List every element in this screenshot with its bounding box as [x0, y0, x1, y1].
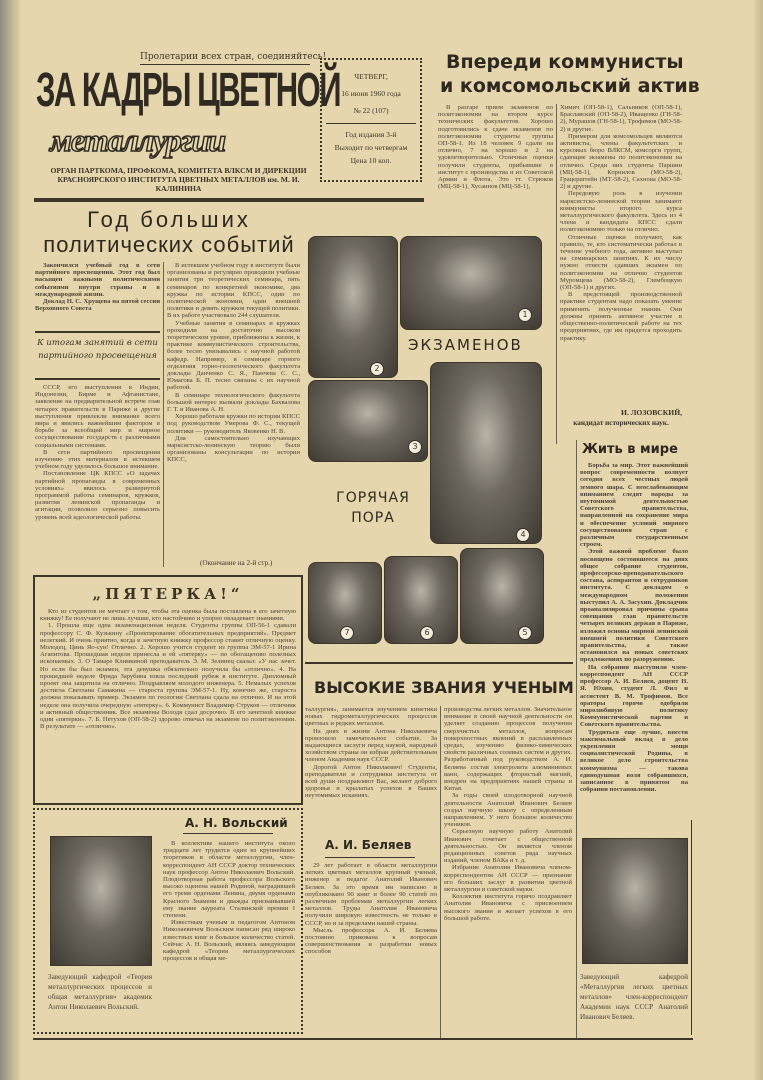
volsky-portrait [50, 836, 152, 966]
pyaterka-body: Кто из студентов не мечтает о том, чтобы эта оценка была поставлена в его зачетную книжку! Ее получают не лишь лучшие, кто настойчиво и упорно овладевает знаниями. 1. Прошла еще одна экзаменационная неделя. Студенты группы ОП-56-1 сдавали профессору С. Ф. Кузькину «Проектирование обогатительных предприятий». Предмет нелегкий. И очень приятно, когда в зачетную книжку профессор ставит отличную оценку. Молодец, Цинь Яо-сун! Отлично. 2. Хорошо учится студент из группы ЭМ-57-1 Ирина Агапитова. Прошедшая неделя принесла и ей «пятерку» — по обогащению полезных ископаемых. 3. О Тамаре Климкиной преподаватель Э. М. Зелинец сказал: «У нас зачет. Но если бы был экзамен, эта девушка обязательно получила бы «отлично». 4. На прошедшей неделе Фрида Зарубина взяла последний рубеж в институте. Дипломный проект она защитила на отлично. Поздравляем молодого инженера. 5. Немалых успехов достигла Светлана Самакина — староста группы ЭМ-57-1. Ну, конечно же, староста должна показывать пример. Экзамен по геологии Светлана сдала на отлично. И на этой неделе она получила очередную «пятерку». 6. Коммунист Владимир Струков — отличник и активный общественник. Все экзамены Володя сдал досрочно. В его зачетной книжке одни «пятерки». 7. Б. Петухов (ОП-58-2) здорово отвечал на экзамене по политэкономии. В результате — «отлично». [40, 608, 296, 731]
peace-body: Борьба за мир. Этот важнейший вопрос современности волнует сегодня всех честных людей земного шара. С неослабевающим вниманием следят народы за неутомимой деятельностью Советского правительства, направленной на сохранение мира и обеспечение условий мирного сосуществования стран с различным государственным строем. Этой важной проблеме было посвящено состоявшееся на днях общее собрание студентов, профессорско-преподавательского состава, аспирантов и сотрудников института. С докладом о международном положении выступил А. А. Засухин. Докладчик проанализировал причины срыва совещания глав правительств четырех великих держав в Париже, изложил основы мирной ленинской внешней политики Советского правительства, а также остановился на новых советских предложениях по разоружению. На собрании выступили член-корреспондент АН СССР профессор А. И. Беляев, доцент Н. Я. Юхин, студент Л. Фил и ассистент В. М. Трофимов. Все ораторы горячо одобряли миролюбивую политику Коммунистической партии и Советского правительства. Трудиться еще лучше, внести максимальный вклад в дело укрепления мощи социалистической Родины, в великое дело строительства коммунизма — такова единодушная воля собравшихся, записанное в принятом на собрании постановлении. [580, 462, 688, 794]
photo-label: 5 [518, 626, 532, 640]
issue-price: Цена 10 коп. [350, 156, 392, 165]
political-col2: В истекшем учебном году в институте были организованы и регулярно проводили учебные занятия три теоретических семинара, пять семинаров по конкретной экономике, два кружка по истории КПСС, один по политической экономии, один внешней политики и девять кружков текущей политики. В их работе участвовало 244 слушателя. Учебные занятия в семинарах и кружках проходили на достаточно высоком теоретическом уровне, приближены к жизни, к практике коммунистического строительства, более тесно увязывались с научной работой кафедр. Например, в семинаре горного отделения горно-геологического факультета доклады Данченко С. Я., Панчева С. С., Юмагова Б. П. тесно связаны с их научной работой. В семинаре технологического факультета большой интерес вызвали доклады Бахвалова Г. Т. и Иванова А. Н. Хорошо работали кружки по истории КПСС под руководством Умерова Ф. С., текущей политики — руководитель Яковенко Н. В. Для самостоятельно изучающих марксистско-ленинскую теорию были организованы консультации по истории КПСС, [167, 262, 301, 464]
political-col1: СССР, его выступления в Индии, Индонезии, Бирме и Афганистане, заявление на предварительной встрече глав четырех правительств в Париже и другие выступления привлекли внимание всего мира и явились важнейшим фактором в борьбе за всеобщий мир и мирное сосуществование государств с различными социальными системами. В сети партийного просвещения изучению этих материалов в истекшем учебном году уделялось большое внимание. Постановление ЦК КПСС «О задачах партийной пропаганды в современных условиях» явилось развернутой программой работы семинаров, кружков, развития ленинской пропаганды и агитации, позволило серьезно повысить уровень всей идеологической работы. [35, 384, 160, 521]
titles-col1-bottom: 29 лет работает в области металлургии легких цветных металлов крупный ученый, инженер и педагог Анатолий Иванович Беляев. За это время им написано и опубликовано 90 книг и более 90 статей по различным проблемам металлургии легких металлов. Труды Анатолия Ивановича получили широкую известность не только в СССР, но и за пределами нашей страны. Мысль профессора А. И. Беляева постоянно прикована к вопросам совершенствования и разработки новых способов [305, 862, 437, 956]
photo-label: 2 [370, 362, 384, 376]
volsky-heading: А. Н. Вольский [185, 816, 288, 830]
page-binding [0, 0, 20, 1080]
continued-note: (Окончание на 2-й стр.) [200, 559, 273, 567]
vanguard-col2: Химич (ОП-58-1), Сальников (ОП-58-1), Браславский (ОП-58-2), Иващенко (ГН-58-2), Мурашов (ГН-58-1), Трофимов (МО-58-2) и другие. Примером для комсомольцев являются активисты, члены факультетских и курсовых бюро ВЛКСМ, комсорги групп, сдающие экзамены по политэкономии на отлично. Среди них студенты Паршин (МЦ-58-1), Корнилов (МО-58-2), Грацерштейн (МТ-58-2), Сахнова (МО-58-2) и другие. Передовую роль в изучении марксистско-ленинской теории занимают коммунисты второго курса металлургического факультета. Здесь из 4 члена и кандидата КПСС сдали политэкономию только на отлично. Отличные оценки получают, как правило, те, кто систематически работал в течение учебного года, активно выступал на семинарских занятиях. К их числу нужно отнести сдавших экзамен по политэкономии на отлично студентов Муромцева (МО-58-2), Глембоцкую (ОП-58-1) и других. В предстоящей производственной практике студентам надо показать умение применять полученные знания. Они должны принять активное участие в общественно-политической работе на тех предприятиях, где им придется проходить практику. [560, 104, 682, 342]
issue-number: № 22 (107) [353, 106, 389, 115]
photo-label: 7 [340, 626, 354, 640]
photo-label: 6 [420, 626, 434, 640]
vanguard-author: И. ЛОЗОВСКИЙ, [621, 408, 682, 417]
photo-label: 3 [408, 440, 422, 454]
slogan: Пролетарии всех стран, соединяйтесь! [140, 52, 327, 62]
column-divider [163, 262, 164, 567]
photo-label: 4 [516, 528, 530, 542]
photo-title-exams: ЭКЗАМЕНОВ [408, 336, 523, 354]
issue-frequency: Выходит по четвергам [334, 143, 408, 152]
photo-label: 1 [518, 308, 532, 322]
political-title-line1: Год больших [87, 207, 251, 232]
box-border [691, 820, 692, 1035]
masthead-logo-title: ЗА КАДРЫ ЦВЕТНОЙ [36, 62, 341, 117]
vanguard-author-title: кандидат исторических наук. [573, 419, 669, 427]
titles-heading: ВЫСОКИЕ ЗВАНИЯ УЧЕНЫМ [314, 678, 574, 697]
exam-photo-2 [308, 236, 398, 378]
column-divider [576, 440, 577, 1040]
bottom-rule [33, 1038, 693, 1040]
issue-info-box [320, 58, 422, 182]
titles-col1-top: таллургия», занимается изучением кинетики новых гидрометаллургических процессов цветных и редких металлов. На днях в жизни Антона Николаевича произошло замечательное событие. За выдающиеся заслуги перед наукой, народный хозяйством страны он избран действительным членом Академии наук СССР. Дорогой Антон Николаевич! Студенты, преподаватели и сотрудники института от всей души поздравляют Вас, желают доброго здоровья и крылатых успехов в Ваших неутомимых исканиях. [305, 706, 437, 800]
vanguard-col1: В разгаре прием экзаменов по политэкономии на втором курсе технических факультетов. Хорошо подготовились к сдаче экзаменов по политэкономии студенты группы ОП-58-1. Из 18 человек 9 сдали на отлично, 7 на хорошо и 2 на удовлетворительно. Отличные оценки получили студенты, прибывшие в институт с производства и из Советской Армии и Флота. Это тт. Стрюков (МЦ-58-1), Хусаинов (МЦ-58-1), [438, 104, 553, 191]
photo-title-hot-season: ГОРЯЧАЯ ПОРА [336, 490, 410, 526]
masthead-rule [34, 198, 424, 202]
peace-title: Жить в мире [582, 442, 678, 457]
belyaev-heading: А. И. Беляев [325, 838, 412, 852]
issue-weekday: ЧЕТВЕРГ, [354, 72, 388, 81]
issue-year: Год издания 3-й [345, 130, 397, 139]
heading-rule [325, 857, 415, 858]
volsky-caption: Заведующий кафедрой «Теория металлургических процессов и общая металлургия» академик Антон Николаевич Вольский. [48, 973, 152, 1011]
page-edge [753, 0, 763, 1080]
political-col1-top: Закончился учебный год в сети партийного просвещения. Этот год был насыщен важными политическими событиями внутри страны и в международной жизни. Доклад Н. С. Хрущева на пятой сессии Верховного Совета [35, 262, 160, 313]
masthead-organ: ОРГАН ПАРТКОМА, ПРОФКОМА, КОМИТЕТА ВЛКСМ И ДИРЕКЦИИ КРАСНОЯРСКОГО ИНСТИТУТА ЦВЕТНЫХ МЕТАЛЛОВ им. М. И. КАЛИНИНА [50, 166, 307, 193]
issue-box-divider [326, 123, 416, 124]
heading-rule [183, 833, 273, 834]
vanguard-title [440, 50, 700, 98]
section-rule [305, 662, 573, 664]
belyaev-caption: Заведующий кафедрой «Металлургия легких цветных металлов» член-корреспондент Академии наук СССР Анатолий Иванович Беляев. [580, 973, 688, 1021]
vanguard-title-line1: Впереди коммунисты [446, 51, 684, 73]
political-title-line2: политических событий [43, 232, 295, 257]
rubric-rule-top [35, 331, 160, 333]
rubric-rule-bottom [35, 378, 160, 380]
column-divider [556, 104, 557, 444]
exam-photo-4 [430, 362, 542, 544]
column-divider [440, 706, 441, 1040]
issue-date: 16 июня 1960 года [341, 89, 401, 98]
pyaterka-title: „ПЯТЕРКА!“ [92, 585, 244, 603]
vanguard-title-line2: и комсомольский актив [440, 75, 700, 97]
titles-col2: производства легких металлов. Значительное внимание в своей научной деятельности он уделяет созданию процессов получения сверхчистых металлов, вопросам поверхностных явлений в расплавленных средах, изучению физико-химических свойств различных солевых систем и других. Разработанный под руководством А. И. Беляева состав электролита алюминиевых ванн, содержащих фтористый магний, внедрен на предприятиях нашей страны и Китая. За годы своей плодотворной научной деятельности Анатолий Иванович Беляев создал научную школу с определенным направлением. У него большое количество учеников. Серьезную научную работу Анатолий Иванович сочетает с общественной деятельностью. Он является членом редакционных советов ряда научных изданий, членом ВАКа и т. д. Избрание Анатолия Ивановича членом-корреспондентом АН СССР — признание его больших заслуг в развитии цветной металлургии и советской науки. Коллектив института горячо поздравляет Анатолия Ивановича с присвоением высокого звания и желает успехов в его большой работе. [444, 706, 572, 922]
political-rubric: К итогам занятий в сети партийного просвещения [37, 338, 158, 361]
masthead-logo-script: металлургии [50, 122, 226, 158]
volsky-body: В коллективе нашего института около тридцати лет трудится один из крупнейших теоретиков в области металлургии, член-корреспондент АН СССР доктор технических наук профессор Антон Николаевич Вольский. Плодотворная работа профессора Вольского высоко оценена нашей Родиной, наградившей его тремя орденами Ленина, двумя орденами Красного Знамени и дважды присваивавшей ему звание лауреата Сталинской премии I степени. Известным ученым и педагогом Антоном Николаевичем Вольским написан ряд широко известных книг и большое количество статей. Сейчас А. Н. Вольский, являясь заведующим кафедрой «Теория металлургических процессов и общая ме- [163, 840, 295, 963]
belyaev-portrait [582, 838, 688, 964]
